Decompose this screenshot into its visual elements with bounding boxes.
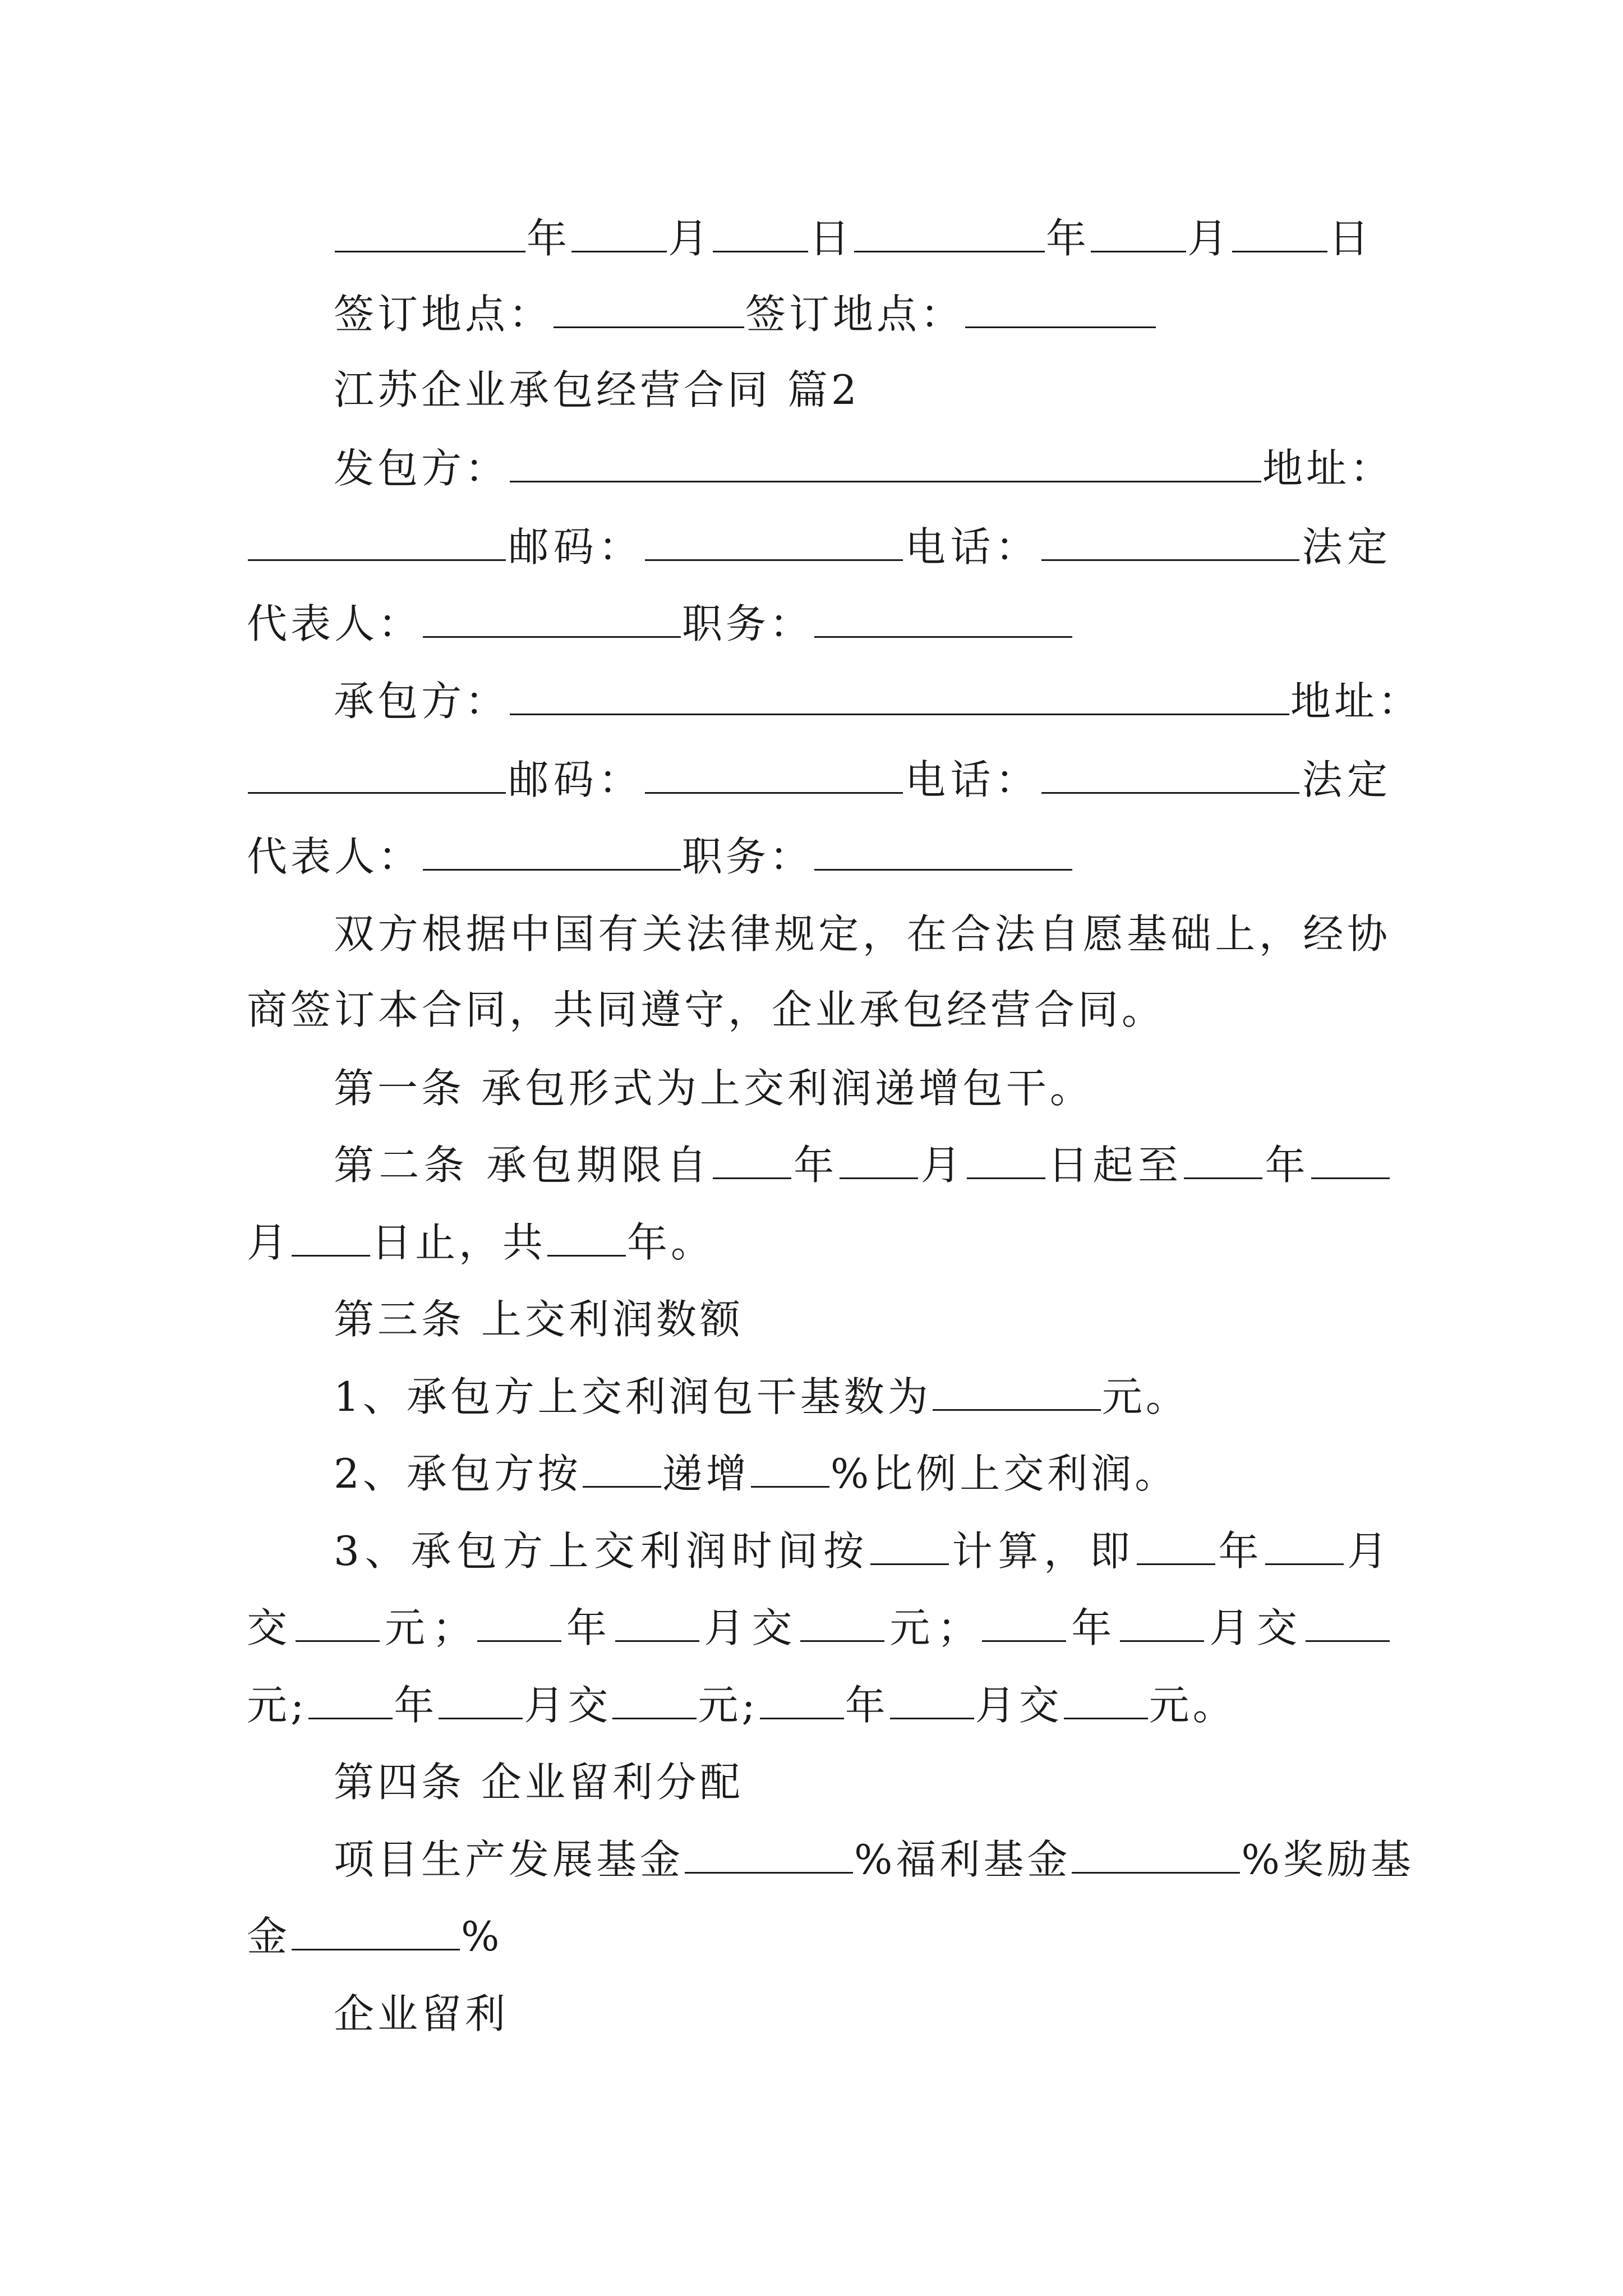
intro-line-2: 商签订本合同，共同遵守，企业承包经营合同。 (247, 986, 1166, 1033)
blank[interactable] (982, 1601, 1066, 1642)
party-b-contact-row: 邮码： 电话： 法定 (247, 752, 1391, 808)
blank[interactable] (1064, 1678, 1148, 1719)
blank[interactable] (1306, 1601, 1390, 1642)
blank[interactable] (335, 211, 525, 252)
blank[interactable] (615, 1601, 699, 1642)
blank[interactable] (248, 753, 506, 794)
blank[interactable] (870, 1524, 949, 1565)
blank[interactable] (1184, 1138, 1262, 1179)
blank[interactable] (965, 287, 1156, 328)
blank[interactable] (760, 1678, 844, 1719)
blank[interactable] (967, 1138, 1045, 1179)
party-a-row: 发包方： 地址： (334, 440, 1391, 496)
blank[interactable] (1091, 211, 1186, 252)
article-4-title: 第四条 企业留利分配 (334, 1759, 744, 1806)
article-2-line-2: 月 日止，共 年。 (247, 1214, 1391, 1271)
blank[interactable] (685, 1833, 853, 1874)
blank[interactable] (1137, 1524, 1215, 1565)
article-4-funds-line-1: 项目生产发展基金 %福利基金 %奖励基 (334, 1832, 1391, 1888)
blank[interactable] (713, 1138, 791, 1179)
blank[interactable] (296, 1601, 380, 1642)
blank[interactable] (1265, 1524, 1344, 1565)
blank[interactable] (612, 1678, 697, 1719)
blank[interactable] (554, 287, 744, 328)
blank[interactable] (814, 830, 1072, 871)
blank[interactable] (800, 1601, 884, 1642)
party-a-contact-row: 邮码： 电话： 法定 (247, 519, 1391, 575)
blank[interactable] (854, 211, 1045, 252)
article-3-item-3-line-2: 交 元； 年 月交 元； 年 月交 (247, 1600, 1391, 1656)
article-3-title: 第三条 上交利润数额 (334, 1296, 744, 1343)
article-2-line-1: 第二条 承包期限自 年 月 日起至 年 (334, 1137, 1391, 1193)
blank[interactable] (292, 1910, 460, 1950)
date-row: 年 月 日 年 月 日 (334, 210, 1391, 266)
party-b-rep-row: 代表人： 职务： (247, 829, 1391, 885)
section-heading: 江苏企业承包经营合同 篇2 (334, 366, 860, 413)
article-1: 第一条 承包形式为上交利润递增包干。 (334, 1065, 1094, 1112)
blank[interactable] (248, 520, 506, 561)
blank[interactable] (645, 520, 903, 561)
party-b-row: 承包方： 地址： (334, 673, 1391, 729)
blank[interactable] (1072, 1833, 1240, 1874)
blank[interactable] (439, 1678, 523, 1719)
blank[interactable] (814, 597, 1072, 638)
blank[interactable] (547, 1216, 626, 1257)
blank[interactable] (583, 1447, 661, 1488)
article-3-item-2: 2、承包方按 递增 %比例上交利润。 (334, 1446, 1391, 1502)
blank[interactable] (1041, 520, 1299, 561)
blank[interactable] (292, 1216, 370, 1257)
blank[interactable] (423, 830, 681, 871)
blank[interactable] (890, 1678, 974, 1719)
retained-profit-heading: 企业留利 (334, 1990, 509, 2037)
article-4-funds-line-2: 金 % (247, 1908, 1391, 1964)
blank[interactable] (510, 674, 1289, 715)
blank[interactable] (571, 211, 667, 252)
blank[interactable] (1232, 211, 1327, 252)
blank[interactable] (751, 1447, 829, 1488)
sign-place-row: 签订地点： 签订地点： (334, 286, 1391, 342)
article-3-item-3-line-1: 3、承包方上交利润时间按 计算，即 年 月 (334, 1523, 1391, 1579)
article-3-item-3-line-3: 元; 年 月交 元; 年 月交 元。 (247, 1677, 1391, 1733)
intro-line-1: 双方根据中国有关法律规定，在合法自愿基础上，经协 (334, 910, 1391, 958)
blank[interactable] (1311, 1138, 1390, 1179)
blank[interactable] (1041, 753, 1299, 794)
article-3-item-1: 1、承包方上交利润包干基数为 元。 (334, 1369, 1391, 1425)
blank[interactable] (510, 441, 1261, 482)
blank[interactable] (713, 211, 808, 252)
blank[interactable] (477, 1601, 561, 1642)
blank[interactable] (308, 1678, 393, 1719)
blank[interactable] (645, 753, 903, 794)
blank[interactable] (840, 1138, 918, 1179)
blank[interactable] (1120, 1601, 1204, 1642)
blank[interactable] (933, 1370, 1101, 1411)
party-a-rep-row: 代表人： 职务： (247, 596, 1391, 652)
blank[interactable] (423, 597, 681, 638)
